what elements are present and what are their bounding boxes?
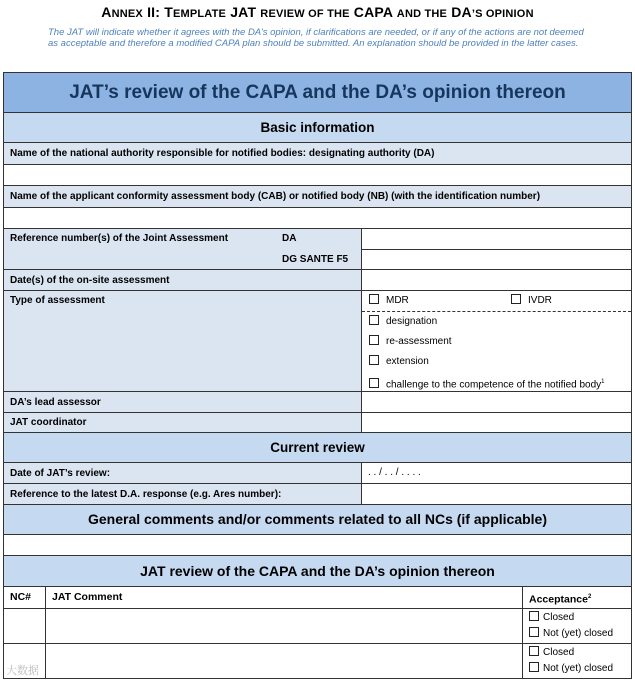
type-label: Type of assessment (4, 291, 362, 391)
national-authority-field[interactable] (4, 165, 631, 185)
option-closed[interactable]: Closed (529, 645, 631, 661)
table-row (4, 644, 631, 678)
checkbox-icon (529, 646, 539, 656)
lead-assessor-label: DA’s lead assessor (4, 392, 362, 412)
jat-comment-field[interactable] (46, 609, 523, 643)
checkbox-icon (369, 335, 379, 345)
option-extension[interactable]: extension (362, 352, 631, 372)
option-not-closed[interactable]: Not (yet) closed (529, 661, 631, 677)
ref-dg-label: DG SANTE F5 (282, 254, 349, 265)
section-jat-review: JAT review of the CAPA and the DA’s opinion thereon (4, 556, 631, 587)
jat-comment-field[interactable] (46, 644, 523, 678)
option-not-closed[interactable]: Not (yet) closed (529, 626, 631, 642)
dates-label: Date(s) of the on-site assessment (4, 270, 362, 290)
intro-note: The JAT will indicate whether it agrees with the DA’s opinion, if clarifications are needed, or if any of the actions are not deemed as acceptable and therefore a modified CAPA plan should be submitted. An explanation should be provided in the latter cases. (48, 27, 584, 49)
latest-response-field[interactable] (362, 484, 631, 504)
section-basic-information: Basic information (4, 113, 631, 143)
reference-label: Reference number(s) of the Joint Assessment (10, 233, 229, 244)
review-date-field[interactable]: . . / . . / . . . . (368, 467, 421, 478)
annex-title: ANNEX II: TEMPLATE JAT REVIEW OF THE CAPA AND THE DA’S OPINION (101, 4, 534, 20)
checkbox-icon (511, 294, 521, 304)
latest-response-label: Reference to the latest D.A. response (e.g. Ares number): (4, 484, 362, 504)
table-row (4, 609, 631, 644)
table-header (4, 587, 631, 609)
option-mdr[interactable]: MDR (369, 291, 511, 311)
form-title: JAT’s review of the CAPA and the DA’s opinion thereon (4, 73, 631, 113)
review-form (3, 72, 632, 679)
option-challenge[interactable]: challenge to the competence of the notified body$^1$ (362, 372, 631, 392)
ref-dg-field[interactable] (362, 250, 631, 269)
col-acceptance-header: Acceptance$^2$ (529, 593, 592, 606)
section-current-review: Current review (4, 433, 631, 463)
option-reassessment[interactable]: re-assessment (362, 332, 631, 352)
checkbox-icon (369, 315, 379, 325)
review-date-label: Date of JAT’s review: (4, 463, 362, 483)
dates-field[interactable] (362, 270, 631, 290)
nc-number-field[interactable] (4, 609, 46, 643)
checkbox-icon (529, 627, 539, 637)
jat-coordinator-field[interactable] (362, 413, 631, 432)
cab-name-field[interactable] (4, 208, 631, 228)
lead-assessor-field[interactable] (362, 392, 631, 412)
checkbox-icon (369, 294, 379, 304)
general-comments-field[interactable] (4, 535, 631, 555)
col-nc-header: NC# (4, 587, 46, 608)
ref-da-field[interactable] (362, 229, 631, 250)
option-ivdr[interactable]: IVDR (511, 291, 552, 311)
ref-da-label: DA (282, 233, 297, 244)
option-designation[interactable]: designation (362, 312, 631, 332)
col-comment-header: JAT Comment (46, 587, 523, 608)
watermark: 大数据 (6, 665, 39, 677)
checkbox-icon (369, 378, 379, 388)
jat-coordinator-label: JAT coordinator (4, 413, 362, 432)
national-authority-label: Name of the national authority responsible for notified bodies: designating authority (DA) (4, 143, 631, 164)
checkbox-icon (529, 662, 539, 672)
cab-name-label: Name of the applicant conformity assessment body (CAB) or notified body (NB) (with the identification number) (4, 186, 631, 207)
option-closed[interactable]: Closed (529, 610, 631, 626)
checkbox-icon (369, 355, 379, 365)
section-general-comments: General comments and/or comments related to all NCs (if applicable) (4, 505, 631, 535)
checkbox-icon (529, 611, 539, 621)
